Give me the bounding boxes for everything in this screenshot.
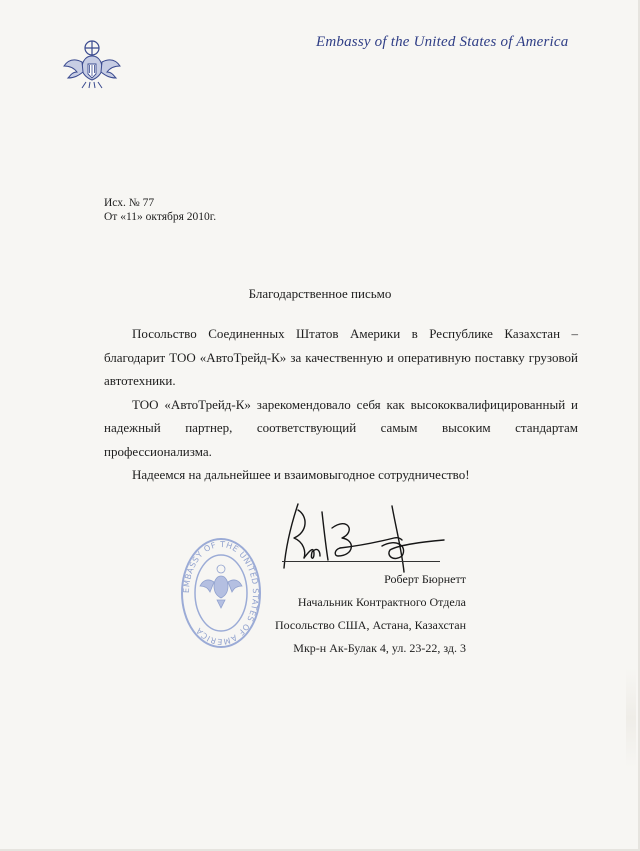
reference-date: От «11» октября 2010г. — [104, 211, 217, 223]
letter-title: Благодарственное письмо — [248, 286, 392, 301]
signatory-organization: Посольство США, Астана, Казахстан — [274, 618, 466, 632]
reference-number: Исх. № 77 — [104, 197, 155, 209]
letter-body — [104, 322, 578, 487]
svg-text:EMBASSY OF THE UNITED STATES O: EMBASSY OF THE UNITED STATES OF AMERICA — [181, 539, 261, 647]
reference-block — [104, 196, 216, 224]
signature-line — [282, 561, 440, 562]
signatory-address: Мкр-н Ак-Булак 4, ул. 23-22, зд. 3 — [293, 641, 466, 655]
signatory-block — [240, 568, 466, 660]
signature — [278, 502, 448, 574]
letter-paragraph: Надеемся на дальнейшее и взаимовыгодное сотрудничество! — [132, 467, 470, 482]
letter-paragraph: ТОО «АвтоТрейд-К» зарекомендовало себя как высококвалифицированный и надежный партнер, соответствующий самым высоким стандартам профессионализма. — [104, 396, 578, 459]
us-great-seal-eagle-icon — [62, 38, 122, 90]
letter-paragraph: Посольство Соединенных Штатов Америки в Республике Казахстан – благодарит ТОО «АвтоТрейд-К» за качественную и оперативную поставку грузовой автотехники. — [104, 326, 578, 388]
scan-artifact — [626, 668, 636, 768]
signatory-name: Роберт Бюрнетт — [384, 572, 466, 586]
signatory-position: Начальник Контрактного Отдела — [297, 595, 466, 609]
embassy-name: Embassy of the United States of America — [316, 34, 569, 50]
